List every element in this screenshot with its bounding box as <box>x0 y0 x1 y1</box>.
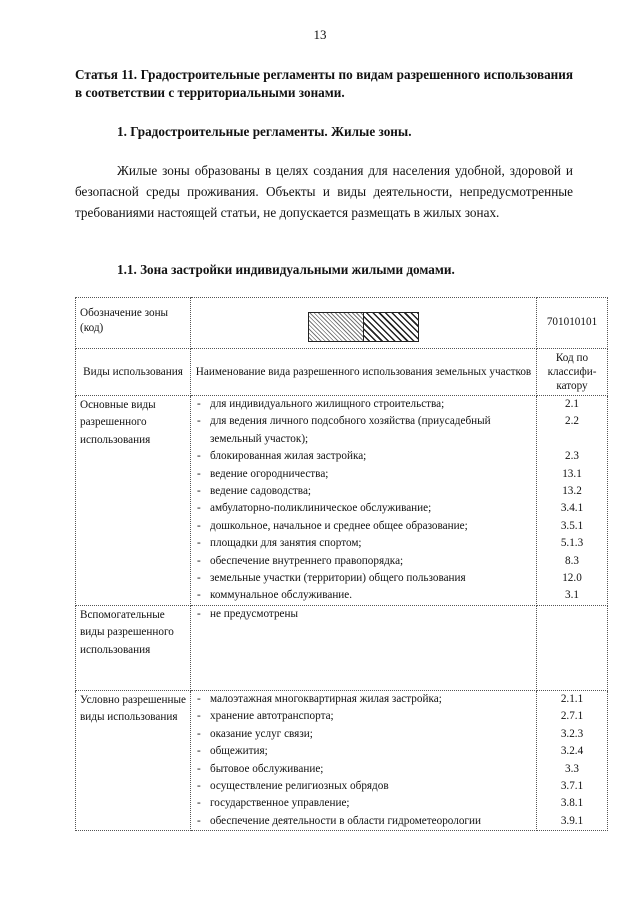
category-label: Основные виды разрешенного использования <box>80 399 156 446</box>
page-number: 13 <box>313 27 327 42</box>
col-header-uses: Виды использования <box>76 349 191 396</box>
use-list-main <box>195 396 532 605</box>
codes-cell <box>537 396 608 606</box>
use-list-auxiliary <box>195 606 532 623</box>
zone-label: Обозначение зоны (код) <box>80 307 169 334</box>
class-code: 2.3 <box>565 450 579 463</box>
use-item: - обеспечение деятельности в области гидрометеорологии <box>195 813 532 830</box>
use-item: - ведение огородничества; <box>195 466 532 483</box>
codes-cell <box>537 605 608 690</box>
category-cell <box>76 690 191 830</box>
use-list-conditional <box>195 691 532 830</box>
hatch-pattern-dark <box>363 312 419 342</box>
use-item: - оказание услуг связи; <box>195 726 532 743</box>
group-row-conditional <box>76 690 608 830</box>
uses-cell <box>191 396 537 606</box>
class-code-spacer <box>541 431 603 448</box>
use-item: - площадки для занятия спортом; <box>195 535 532 552</box>
class-code: 3.9.1 <box>560 814 584 827</box>
zone-code-row <box>76 298 608 349</box>
class-code: 3.1 <box>565 589 579 602</box>
use-item: - для ведения личного подсобного хозяйства (приусадебный земельный участок); <box>195 413 532 448</box>
class-code: 8.3 <box>565 554 579 567</box>
class-code: 5.1.3 <box>560 537 584 550</box>
class-code: 2.7.1 <box>560 710 584 723</box>
zone-regulation-table <box>75 297 608 831</box>
zone-hatch-cell <box>191 298 537 349</box>
use-item: - осуществление религиозных обрядов <box>195 778 532 795</box>
col-header-name: Наименование вида разрешенного использования земельных участков <box>191 349 537 396</box>
class-code: 13.2 <box>562 485 582 498</box>
class-code: 3.8.1 <box>560 797 584 810</box>
use-item: - дошкольное, начальное и среднее общее образование; <box>195 518 532 535</box>
subsection-heading: 1.1. Зона застройки индивидуальными жилыми домами. <box>117 262 455 277</box>
class-code: 13.1 <box>562 467 582 480</box>
class-code: 3.3 <box>565 762 579 775</box>
use-item: - блокированная жилая застройка; <box>195 448 532 465</box>
hatch-pattern-light <box>308 312 363 342</box>
category-cell <box>76 396 191 606</box>
class-code: 3.2.3 <box>560 727 584 740</box>
zone-code: 701010101 <box>546 316 598 329</box>
use-item: - бытовое обслуживание; <box>195 761 532 778</box>
zone-hatch-symbol <box>195 298 532 342</box>
use-item: - ведение садоводства; <box>195 483 532 500</box>
use-item: - амбулаторно-поликлиническое обслуживание; <box>195 500 532 517</box>
category-label: Вспомогательные виды разрешенного использования <box>80 608 174 656</box>
class-code: 2.1.1 <box>560 692 584 705</box>
group-row-main <box>76 396 608 606</box>
col-header-code: Код по классифи-катору <box>537 349 608 396</box>
use-item: - для индивидуального жилищного строительства; <box>195 396 532 413</box>
use-item: - не предусмотрены <box>195 606 532 623</box>
category-label: Условно разрешенные виды использования <box>80 693 186 724</box>
use-item: - общежития; <box>195 743 532 760</box>
uses-cell <box>191 690 537 830</box>
intro-paragraph: Жилые зоны образованы в целях создания для населения удобной, здоровой и безопасной среды проживания. Объекты и виды деятельности, непредусмотренные требованиями настоящей статьи, не допускается размещать в жилых зонах. <box>75 163 573 220</box>
zone-label-cell <box>76 298 191 349</box>
class-code: 2.1 <box>565 398 579 410</box>
use-item: - коммунальное обслуживание. <box>195 587 532 604</box>
use-item: - обеспечение внутреннего правопорядка; <box>195 553 532 570</box>
article-title: Статья 11. Градостроительные регламенты по видам разрешенного использования в соответствии с территориальными зонами. <box>75 67 573 100</box>
codes-cell <box>537 690 608 830</box>
use-item: - земельные участки (территории) общего пользования <box>195 570 532 587</box>
section-heading: 1. Градостроительные регламенты. Жилые зоны. <box>117 124 412 139</box>
class-code: 3.7.1 <box>560 779 584 792</box>
class-code: 12.0 <box>562 572 582 585</box>
class-code: 2.2 <box>565 415 579 428</box>
class-code: 3.2.4 <box>560 745 584 758</box>
category-cell <box>76 605 191 690</box>
uses-cell <box>191 605 537 690</box>
class-code: 3.4.1 <box>560 502 584 515</box>
use-item: - государственное управление; <box>195 795 532 812</box>
use-item: - хранение автотранспорта; <box>195 708 532 725</box>
zone-code-cell <box>537 298 608 349</box>
use-item: - малоэтажная многоквартирная жилая застройка; <box>195 691 532 708</box>
class-code: 3.5.1 <box>560 519 584 532</box>
column-header-row <box>76 349 608 396</box>
group-row-auxiliary <box>76 605 608 690</box>
